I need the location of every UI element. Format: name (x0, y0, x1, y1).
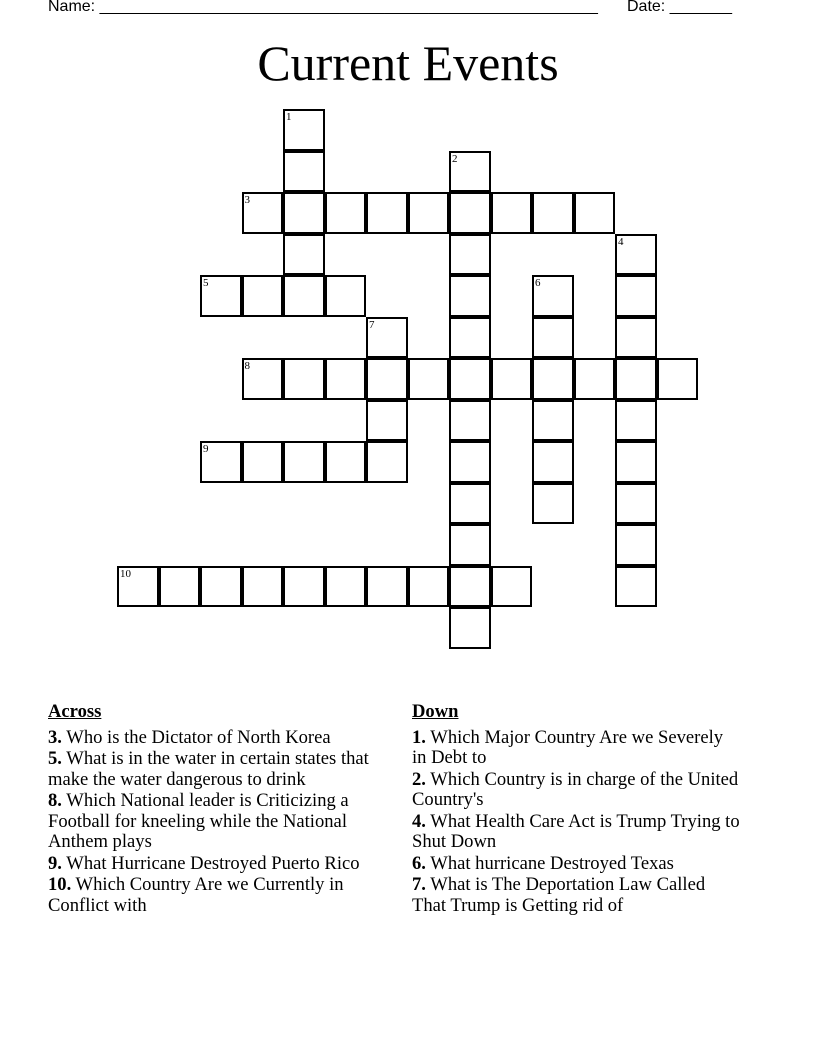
crossword-cell[interactable] (449, 275, 491, 317)
crossword-cell[interactable] (449, 524, 491, 566)
clue-text: Which Country is in charge of the United Country's (412, 768, 739, 810)
crossword-cell[interactable] (449, 483, 491, 525)
clue-text: What is The Deportation Law Called That Trump is Getting rid of (412, 874, 706, 916)
crossword-cell[interactable] (491, 358, 533, 400)
clue-text: What hurricane Destroyed Texas (425, 852, 674, 874)
crossword-cell[interactable] (491, 192, 533, 234)
crossword-cell[interactable] (532, 441, 574, 483)
clue-down-1 (412, 728, 742, 769)
across-clues (48, 702, 408, 917)
crossword-cell[interactable] (408, 358, 450, 400)
crossword-cell[interactable] (408, 192, 450, 234)
clue-across-5 (48, 749, 408, 790)
crossword-cell[interactable] (449, 566, 491, 608)
crossword-cell[interactable] (325, 358, 367, 400)
clue-across-10 (48, 875, 408, 916)
crossword-cell[interactable] (532, 275, 574, 317)
clue-number: 5. (48, 748, 62, 769)
cell-number: 1 (286, 111, 292, 123)
crossword-cell[interactable] (532, 317, 574, 359)
clue-across-8 (48, 791, 408, 853)
crossword-cell[interactable] (532, 483, 574, 525)
crossword-cell[interactable] (366, 192, 408, 234)
crossword-cell[interactable] (283, 441, 325, 483)
crossword-cell[interactable] (117, 566, 159, 608)
crossword-cell[interactable] (366, 317, 408, 359)
crossword-cell[interactable] (449, 607, 491, 649)
clue-number: 3. (48, 726, 62, 748)
crossword-cell[interactable] (283, 192, 325, 234)
clue-text: Who is the Dictator of North Korea (61, 726, 331, 748)
crossword-cell[interactable] (615, 441, 657, 483)
clue-text: What Hurricane Destroyed Puerto Rico (61, 852, 360, 874)
cell-number: 7 (369, 318, 375, 331)
crossword-cell[interactable] (325, 566, 367, 608)
clue-number: 4. (412, 810, 426, 832)
down-clues (412, 702, 742, 917)
crossword-cell[interactable] (408, 566, 450, 608)
clue-number: 2. (412, 768, 426, 790)
clue-down-4 (412, 812, 742, 853)
crossword-cell[interactable] (283, 109, 325, 151)
clue-text: Which Major Country Are we Severely in Debt to (412, 726, 724, 768)
cell-number: 3 (244, 194, 250, 206)
crossword-cell[interactable] (200, 566, 242, 608)
crossword-cell[interactable] (283, 275, 325, 317)
crossword-cell[interactable] (159, 566, 201, 608)
cell-number: 9 (203, 443, 209, 455)
cell-number: 5 (203, 277, 209, 289)
cell-number: 4 (618, 235, 624, 248)
crossword-cell[interactable] (574, 358, 616, 400)
clue-down-2 (412, 770, 742, 811)
cell-number: 8 (244, 360, 250, 372)
crossword-cell[interactable] (242, 275, 284, 317)
crossword-cell[interactable] (242, 566, 284, 608)
cell-number: 2 (452, 152, 458, 165)
crossword-cell[interactable] (325, 275, 367, 317)
crossword-cell[interactable] (449, 192, 491, 234)
crossword-cell[interactable] (283, 566, 325, 608)
crossword-cell[interactable] (283, 151, 325, 193)
clue-number: 1. (412, 726, 426, 748)
clue-text: Which Country Are we Currently in Conflict with (48, 874, 344, 916)
clue-text: What Health Care Act is Trump Trying to Shut Down (412, 810, 740, 852)
name-field[interactable]: Name: ________________________________________________________ (48, 0, 598, 15)
crossword-cell[interactable] (366, 400, 408, 442)
clue-text: Which National leader is Criticizing a Football for kneeling while the National Anthem plays (48, 790, 349, 852)
clue-text: What is in the water in certain states that make the water dangerous to drink (48, 748, 369, 790)
crossword-cell[interactable] (325, 192, 367, 234)
crossword-cell[interactable] (657, 358, 699, 400)
crossword-cell[interactable] (200, 275, 242, 317)
crossword-cell[interactable] (532, 400, 574, 442)
crossword-cell[interactable] (449, 234, 491, 276)
crossword-cell[interactable] (242, 192, 284, 234)
crossword-cell[interactable] (366, 441, 408, 483)
crossword-cell[interactable] (615, 358, 657, 400)
cell-number: 10 (120, 567, 131, 580)
down-heading: Down (412, 701, 459, 722)
crossword-cell[interactable] (615, 483, 657, 525)
cell-number: 6 (535, 277, 541, 289)
crossword-cell[interactable] (449, 358, 491, 400)
clue-across-3 (48, 728, 408, 749)
crossword-cell[interactable] (615, 317, 657, 359)
crossword-cell[interactable] (615, 524, 657, 566)
crossword-cell[interactable] (449, 441, 491, 483)
crossword-cell[interactable] (283, 358, 325, 400)
crossword-cell[interactable] (242, 441, 284, 483)
crossword-cell[interactable] (574, 192, 616, 234)
clue-down-6 (412, 854, 742, 875)
crossword-cell[interactable] (366, 566, 408, 608)
across-heading: Across (48, 701, 102, 722)
crossword-cell[interactable] (491, 566, 533, 608)
crossword-cell[interactable] (366, 358, 408, 400)
clue-down-7 (412, 875, 742, 916)
crossword-cell[interactable] (615, 275, 657, 317)
clue-number: 7. (412, 874, 426, 895)
crossword-cell[interactable] (449, 317, 491, 359)
clue-number: 6. (412, 852, 426, 874)
page-title: Current Events (257, 35, 559, 91)
crossword-cell[interactable] (615, 566, 657, 608)
crossword-cell[interactable] (200, 441, 242, 483)
crossword-cell[interactable] (283, 234, 325, 276)
clue-number: 8. (48, 790, 62, 811)
date-field[interactable]: Date: _______ (627, 0, 732, 15)
crossword-cell[interactable] (615, 234, 657, 276)
clue-number: 10. (48, 874, 72, 895)
crossword-cell[interactable] (532, 358, 574, 400)
crossword-cell[interactable] (449, 400, 491, 442)
crossword-cell[interactable] (449, 151, 491, 193)
clue-number: 9. (48, 852, 62, 874)
crossword-cell[interactable] (242, 358, 284, 400)
crossword-cell[interactable] (325, 441, 367, 483)
crossword-cell[interactable] (532, 192, 574, 234)
clue-across-9 (48, 854, 408, 875)
crossword-cell[interactable] (615, 400, 657, 442)
